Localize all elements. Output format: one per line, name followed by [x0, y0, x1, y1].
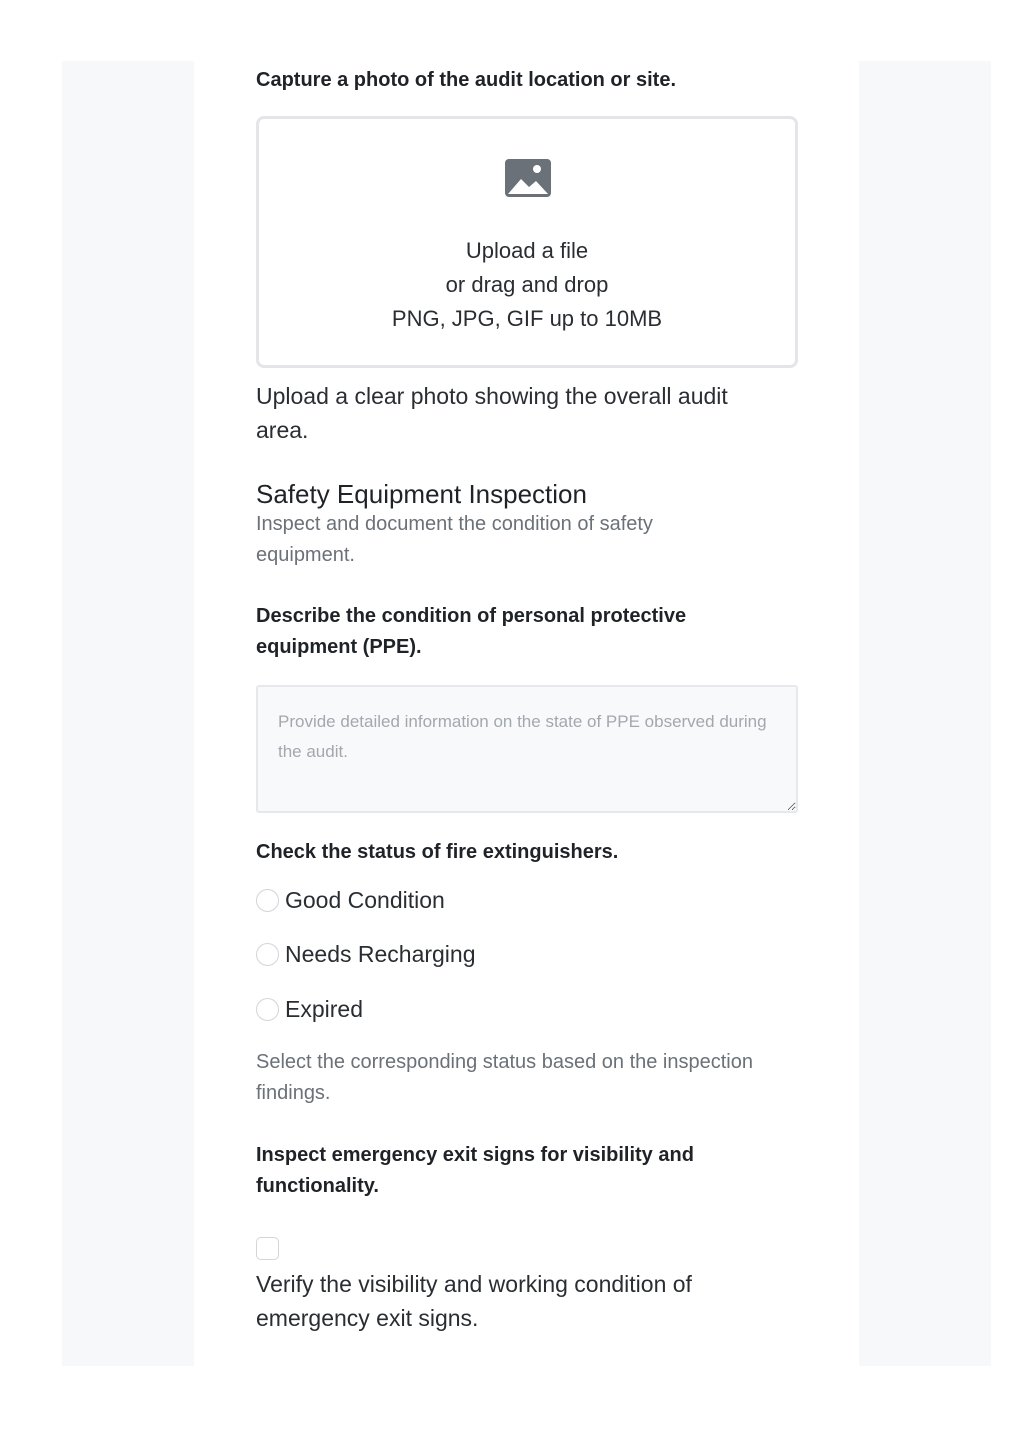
- radio-button[interactable]: [256, 998, 279, 1021]
- right-gutter-panel: [859, 61, 991, 1366]
- radio-label: Expired: [285, 996, 363, 1022]
- section-description: Inspect and document the condition of safety equipment.: [256, 513, 653, 566]
- fire-question-label: Check the status of fire extinguishers.: [256, 841, 619, 863]
- upload-instructions: [259, 234, 795, 336]
- exit-signs-checkbox[interactable]: [256, 1237, 279, 1260]
- fire-help-text: Select the corresponding status based on the inspection findings.: [256, 1051, 753, 1104]
- photo-dropzone[interactable]: [256, 116, 798, 368]
- photo-question-label: Capture a photo of the audit location or site.: [256, 69, 677, 91]
- ppe-description-textarea[interactable]: [256, 685, 798, 813]
- image-icon: [505, 159, 551, 197]
- radio-label: Good Condition: [285, 887, 445, 913]
- drag-drop-text: or drag and drop: [445, 272, 609, 297]
- ppe-question-label: Describe the condition of personal protective equipment (PPE).: [256, 605, 687, 658]
- left-gutter-panel: [62, 61, 194, 1366]
- radio-option-good-condition[interactable]: [256, 885, 445, 915]
- photo-help-text: Upload a clear photo showing the overall audit area.: [256, 383, 728, 443]
- section-title: Safety Equipment Inspection: [256, 479, 587, 509]
- upload-file-link[interactable]: Upload a file: [465, 238, 589, 263]
- radio-option-expired[interactable]: [256, 994, 363, 1024]
- radio-option-needs-recharging[interactable]: [256, 939, 476, 969]
- exit-question-label: Inspect emergency exit signs for visibility and functionality.: [256, 1144, 694, 1197]
- radio-button[interactable]: [256, 943, 279, 966]
- radio-button[interactable]: [256, 889, 279, 912]
- exit-help-text: Verify the visibility and working condition of emergency exit signs.: [256, 1271, 692, 1331]
- file-type-hint: PNG, JPG, GIF up to 10MB: [391, 306, 663, 331]
- radio-label: Needs Recharging: [285, 941, 476, 967]
